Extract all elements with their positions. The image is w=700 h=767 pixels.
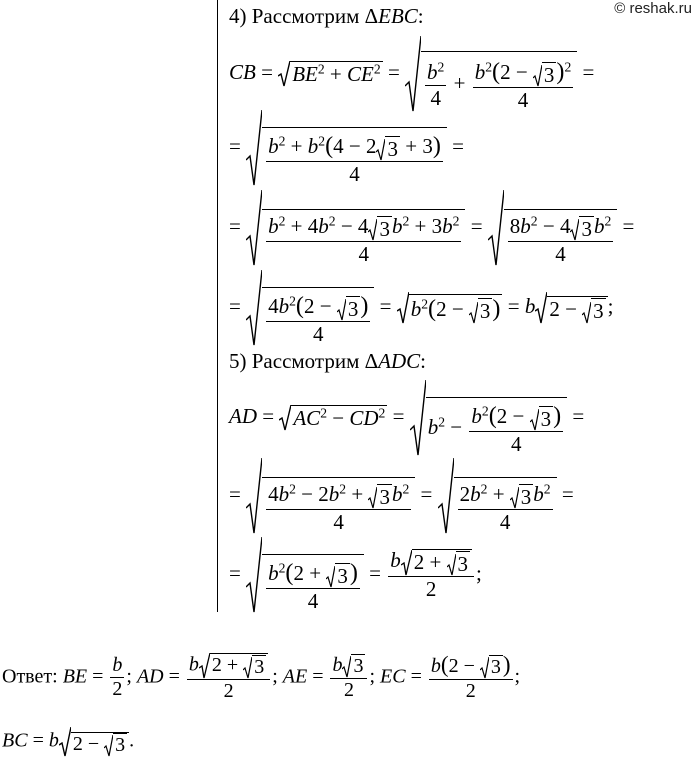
answer-bc-label: BC xyxy=(2,729,28,752)
answer-ad-label: AD xyxy=(136,665,164,688)
step4-heading-num: 4) Рассмотрим Δ xyxy=(229,4,379,28)
watermark: © reshak.ru xyxy=(614,0,692,17)
answer-be-label: BE xyxy=(62,665,88,688)
eq-cb-line2: = $b^2 + b^2(4 - 2$ 3 + 3) 4 = xyxy=(229,110,464,186)
vertical-divider xyxy=(217,0,218,612)
step4-heading-tri: EBC xyxy=(378,4,418,28)
eq-ad-line1: AD = $AC^2 - CD^2$ = $b^2$ − $b^2(2$ − 3) 4 = xyxy=(229,380,584,456)
eq-cb-line3: = $b^2 + 4b^2 - 4$ $3b^2 + 3b^2$ 4 = $8b^2 - 4$ $3b^2$ 4 = xyxy=(229,190,634,266)
step5-heading-tri: ADC xyxy=(378,349,421,373)
answer-ae-label: AE xyxy=(282,665,308,688)
answer-line1: Ответ: BE = $\frac{b}{2}$ ; AD = b 2 + 3 2 ; AE = b 3 2 ; EC = b(2 − 3) 2 ; xyxy=(2,652,521,703)
answer-ec-label: EC xyxy=(380,665,406,688)
eq-ad-line2: = $4b^2 - 2b^2$ + $3b^2$ 4 = $2b^2$ + $3b^2$ 4 = xyxy=(229,458,574,534)
answer-label: Ответ: xyxy=(2,665,58,688)
step5-heading xyxy=(229,349,426,374)
answer-line2: BC = b 2 − 3 . xyxy=(2,727,134,757)
step5-heading-num: 5) Рассмотрим Δ xyxy=(229,349,379,373)
eq-ad-line3: = $b^2(2$ + 3) 4 = b 2 + 3 2 ; xyxy=(229,537,482,613)
step4-heading xyxy=(229,4,424,29)
eq-cb-line1: CB = $BE^2 + CE^2$ = $\frac{b^2}{4}$ + $b^2(2$ − 3)$^2$ 4 = xyxy=(229,36,594,112)
step4-heading-colon: : xyxy=(417,4,424,28)
eq-cb-line4: = $4b^2(2$ − 3) 4 = $b^2(2$ − 3) = b 2 − 3 ; xyxy=(229,270,614,346)
step5-heading-colon: : xyxy=(420,349,426,373)
